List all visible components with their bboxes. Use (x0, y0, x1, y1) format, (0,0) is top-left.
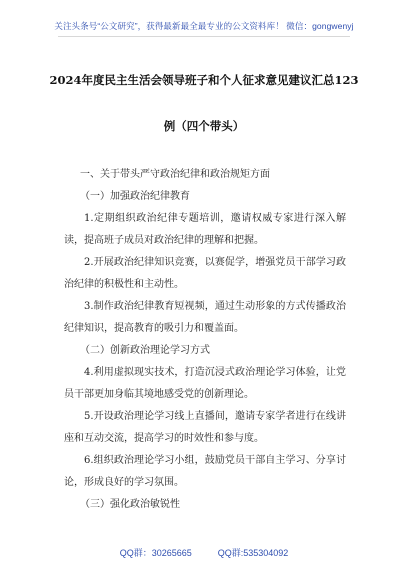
footer-qq-group-1: QQ群：30265665 (119, 548, 192, 558)
body-paragraph: 1.定期组织政治纪律专题培训，邀请权威专家进行深入解读，提高班子成员对政治纪律的理解和把握。 (64, 213, 346, 246)
subsection-heading: （一）加强政治纪律教育 (80, 191, 190, 202)
document-title-line-1: 2024年度民主生活会领导班子和个人征求意见建议汇总123 (49, 73, 359, 87)
header-banner: 关注头条号“公文研究”，获得最新最全最专业的公文资料库！ 微信：gongwenyj (54, 21, 354, 31)
body-paragraph: 4.利用虚拟现实技术，打造沉浸式政治理论学习体验，让党员干部更加身临其境地感受党的创新理论。 (64, 367, 346, 400)
body-paragraph: 5.开设政治理论学习线上直播间，邀请专家学者进行在线讲座和互动交流，提高学习的时效性和参与度。 (64, 411, 346, 444)
body-paragraph: 3.制作政治纪律教育短视频，通过生动形象的方式传播政治纪律知识，提高教育的吸引力和覆盖面。 (64, 301, 346, 334)
footer-contacts (0, 546, 408, 559)
body-paragraph: 2.开展政治纪律知识竞赛，以赛促学，增强党员干部学习政治纪律的积极性和主动性。 (64, 257, 346, 290)
subsection-heading: （二）创新政治理论学习方式 (80, 345, 210, 356)
document-title-line-2: 例（四个带头） (163, 119, 245, 133)
section-heading: 一、关于带头严守政治纪律和政治规矩方面 (80, 169, 270, 180)
document-body (64, 164, 346, 516)
header-divider (58, 36, 350, 37)
footer-qq-group-2: QQ群:535304092 (217, 548, 289, 558)
subsection-heading: （三）强化政治敏锐性 (80, 499, 180, 510)
body-paragraph: 6.组织政治理论学习小组，鼓励党员干部自主学习、分享讨论，形成良好的学习氛围。 (64, 455, 346, 488)
